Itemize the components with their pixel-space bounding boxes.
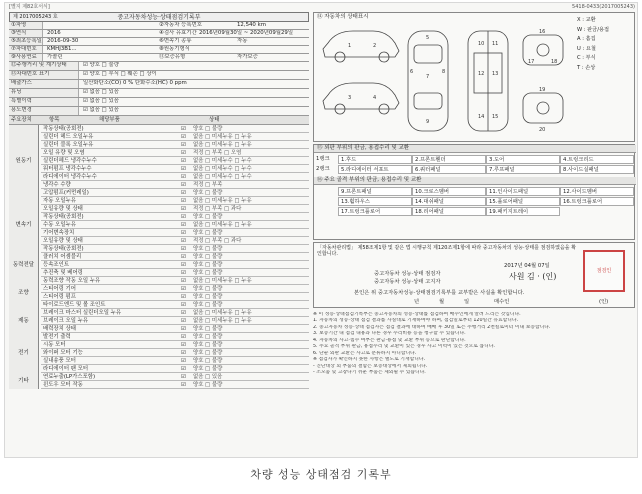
item-status: 없음 □ 미세누수 □ 누수 bbox=[193, 174, 252, 180]
item-name: 와이퍼 모터 기능 bbox=[43, 350, 83, 356]
item-name: 오일 유량 및 오염 bbox=[43, 150, 85, 156]
item-name: 동력조향 작동 오일 누유 bbox=[43, 278, 101, 284]
item-status: 없음 □ 미세누유 □ 누유 bbox=[193, 318, 252, 324]
info-row: ⑤최초등록일 2016-09-30 ⑥변속기 종류 자동 bbox=[9, 38, 309, 46]
inspection-item bbox=[41, 245, 309, 253]
inspection-item bbox=[41, 133, 309, 141]
status-row: 배출가스 일산화탄소(CO) 0 % 탄화수소(HC) 0 ppm bbox=[9, 80, 309, 89]
diagram-title: ⑭ 자동차의 상태표시 bbox=[317, 14, 369, 20]
item-name: 작동상태(공회전) bbox=[43, 214, 84, 220]
info-row: ①차명 ②자동차 등록번호 12,540 km bbox=[9, 22, 309, 30]
check-icon: ☑ bbox=[181, 238, 186, 244]
item-status: 적정 □ 부족 bbox=[193, 182, 223, 188]
car-diagram-icon bbox=[318, 23, 573, 141]
inspection-item bbox=[41, 125, 309, 133]
item-status: 양호 □ 불량 bbox=[193, 334, 223, 340]
main-table-header: 주요장치 항목 해당부품 상태 bbox=[9, 116, 309, 125]
inspection-item bbox=[41, 157, 309, 165]
form-header bbox=[9, 4, 635, 12]
inspection-item bbox=[41, 149, 309, 157]
item-status: 적정 □ 부족 □ 과다 bbox=[193, 206, 242, 212]
part-number: 20 bbox=[539, 127, 546, 133]
part-number: 4 bbox=[373, 95, 377, 101]
item-name: 오일유량 및 상태 bbox=[43, 238, 83, 244]
part-number: 2 bbox=[373, 43, 377, 49]
item-name: 브레이크 오일 누유 bbox=[43, 318, 89, 324]
item-name: 실내송풍 모터 bbox=[43, 358, 76, 364]
check-icon: ☑ bbox=[181, 214, 186, 220]
check-icon: ☑ bbox=[181, 318, 186, 324]
parts-box: ⑮ 외판 부위의 판금, 용접수리 및 교환 1랭크 1.후드 2.프론트휀더 3.도어 4.트렁크리드 2랭크 5.라디에이터 서포트 6.쿼터패널 7.루프패널 8.사이드실패널 ⑯ 주요 골격 부위의 판금, 용접수리 및 교환 9.프론트패널 10.크로스멤버 11.인사이드패널 12.사이드멤버 13.휠하우스 14.대쉬패널 15.플로어패널 16.트렁크플로어 17.트렁크플로어 18.리어패널 19.패키지트레이 bbox=[313, 144, 635, 240]
form-title: 중고자동차성능·상태점검기록부 bbox=[117, 14, 201, 21]
part-number: 15 bbox=[492, 114, 499, 120]
item-name: 고압펌프(커먼레일) bbox=[43, 190, 89, 196]
right-column bbox=[313, 12, 635, 456]
status-row: 튜닝 ☑ 없음 □ 있음 bbox=[9, 89, 309, 98]
item-status: 양호 □ 불량 bbox=[193, 286, 223, 292]
check-icon: ☑ bbox=[181, 374, 186, 380]
info-row: ⑦차대번호 KMHJ3B1... ⑧원동기형식 bbox=[9, 46, 309, 54]
check-icon: ☑ bbox=[181, 158, 186, 164]
form-code: 5418-0433(2017005243) bbox=[572, 4, 635, 10]
inspection-item bbox=[41, 165, 309, 173]
inspection-item bbox=[41, 349, 309, 357]
section-label: 제동 bbox=[9, 309, 39, 333]
status-row: 용도변경 ☑ 없음 □ 있음 bbox=[9, 107, 309, 116]
inspection-item bbox=[41, 189, 309, 197]
check-icon: ☑ bbox=[181, 126, 186, 132]
item-name: 클러치 어셈블리 bbox=[43, 254, 82, 260]
inspection-item bbox=[41, 309, 309, 317]
item-status: 없음 □ 미세누유 □ 누유 bbox=[193, 198, 252, 204]
image-caption: 차량 성능 상태점검 기록부 bbox=[250, 468, 392, 481]
item-status: 양호 □ 불량 bbox=[193, 342, 223, 348]
check-icon: ☑ bbox=[181, 302, 186, 308]
item-name: 라디에이터 냉각수누수 bbox=[43, 174, 97, 180]
item-name: 실린더 블록 오일누유 bbox=[43, 142, 94, 148]
item-status: 양호 □ 불량 bbox=[193, 126, 223, 132]
signature-box: 「자동차관리법」 제58조제1항 및 같은 법 시행규칙 제120조제1항에 따라 중고자동차의 성능·상태를 점검하였음을 확인합니다. 2017년 04월 07일 중고자동차 성능·상태 점검자 중고자동차 성능·상태 고지자 사원 김 · (인) 본인은 위 중고자동차성능·상태점검기록부를 교부받은 사실을 확인합니다. 년 월 일 매수인 (인) bbox=[313, 242, 635, 308]
inspection-record-scan bbox=[4, 2, 638, 458]
part-number: 11 bbox=[492, 41, 499, 47]
inspection-item bbox=[41, 253, 309, 261]
section-label: 원동기 bbox=[9, 125, 39, 197]
item-status: 적정 □ 부족 □ 오염 bbox=[193, 150, 242, 156]
item-status: 없음 □ 미세누유 □ 누유 bbox=[193, 134, 252, 140]
check-icon: ☑ bbox=[181, 174, 186, 180]
part-number: 5 bbox=[426, 35, 430, 41]
section-label: 동력전달 bbox=[9, 253, 39, 277]
signer-name: 사원 김 · (인) bbox=[509, 272, 557, 281]
car-diagram-box bbox=[313, 12, 635, 142]
part-number: 18 bbox=[551, 59, 558, 65]
status-row: ⑬차대번호 표기 ☑ 양호 □ 부식 □ 훼손 □ 상이 bbox=[9, 71, 309, 80]
item-name: 시동 모터 bbox=[43, 342, 66, 348]
check-icon: ☑ bbox=[181, 150, 186, 156]
inspection-item bbox=[41, 373, 309, 381]
part-number: 1 bbox=[348, 43, 352, 49]
inspection-item bbox=[41, 357, 309, 365]
section-label: 기타 bbox=[9, 373, 39, 389]
check-icon: ☑ bbox=[181, 190, 186, 196]
part-number: 8 bbox=[442, 69, 446, 75]
info-row: ⑨사용연료 가솔린 ⑪보증유형 자가보증 bbox=[9, 54, 309, 62]
item-status: 양호 □ 불량 bbox=[193, 358, 223, 364]
part-number: 10 bbox=[478, 41, 485, 47]
inspection-item bbox=[41, 325, 309, 333]
inspection-item bbox=[41, 261, 309, 269]
part-number: 12 bbox=[478, 71, 485, 77]
inspection-sections bbox=[9, 125, 309, 456]
item-name: 실린더헤드 냉각수누수 bbox=[43, 158, 97, 164]
left-column bbox=[9, 22, 309, 456]
section-label: 조향 bbox=[9, 277, 39, 309]
check-icon: ☑ bbox=[181, 230, 186, 236]
item-status: 양호 □ 불량 bbox=[193, 350, 223, 356]
inspection-item bbox=[41, 301, 309, 309]
part-number: 7 bbox=[426, 74, 430, 80]
part-number: 14 bbox=[478, 114, 485, 120]
item-status: 없음 □ 미세누수 □ 누수 bbox=[193, 166, 252, 172]
item-name: 수동 오일누유 bbox=[43, 222, 76, 228]
inspection-item bbox=[41, 213, 309, 221]
status-row: ⑫주행거리 및 계기상태 ☑ 양호 □ 불량 bbox=[9, 62, 309, 71]
item-name: 실린더 헤드 오일누유 bbox=[43, 134, 94, 140]
item-status: 없음 □ 미세누유 □ 누유 bbox=[193, 278, 252, 284]
part-number: 13 bbox=[492, 71, 499, 77]
part-number: 9 bbox=[426, 119, 430, 125]
check-icon: ☑ bbox=[181, 270, 186, 276]
item-name: 오일유량 및 상태 bbox=[43, 206, 83, 212]
item-status: 없음 □ 있음 bbox=[193, 374, 223, 380]
status-row: 특별이력 ☑ 없음 □ 있음 bbox=[9, 98, 309, 107]
check-icon: ☑ bbox=[181, 134, 186, 140]
check-icon: ☑ bbox=[181, 246, 186, 252]
part-number: 6 bbox=[410, 69, 414, 75]
check-icon: ☑ bbox=[181, 326, 186, 332]
inspection-item bbox=[41, 269, 309, 277]
item-status: 없음 □ 미세누수 □ 누수 bbox=[193, 158, 252, 164]
inspection-item bbox=[41, 221, 309, 229]
item-name: 작동상태(공회전) bbox=[43, 246, 84, 252]
form-title-bar bbox=[9, 12, 309, 22]
inspection-item bbox=[41, 333, 309, 341]
inspection-item bbox=[41, 365, 309, 373]
item-status: 없음 □ 미세누유 □ 누유 bbox=[193, 222, 252, 228]
info-row: ③연식 2016 ④검사 유효기간 2016년09월30일 ~ 2020년09월29일 bbox=[9, 30, 309, 38]
item-name: 자동 오일누유 bbox=[43, 198, 76, 204]
item-status: 양호 □ 불량 bbox=[193, 190, 223, 196]
check-icon: ☑ bbox=[181, 334, 186, 340]
item-status: 적정 □ 부족 □ 과다 bbox=[193, 238, 242, 244]
item-name: 스티어링 기어 bbox=[43, 286, 76, 292]
record-number: 제 2017005243 호 bbox=[13, 14, 58, 20]
official-stamp: 점검인 bbox=[583, 250, 625, 292]
check-icon: ☑ bbox=[181, 142, 186, 148]
check-icon: ☑ bbox=[181, 310, 186, 316]
section-label: 변속기 bbox=[9, 197, 39, 253]
inspection-item bbox=[41, 317, 309, 325]
inspection-item bbox=[41, 341, 309, 349]
inspection-item bbox=[41, 285, 309, 293]
part-number: 19 bbox=[539, 87, 546, 93]
inspection-item bbox=[41, 381, 309, 389]
section-label: 전기 bbox=[9, 333, 39, 373]
item-name: 배력장치 상태 bbox=[43, 326, 76, 332]
check-icon: ☑ bbox=[181, 382, 186, 388]
item-name: 브레이크 마스터 실린더오일 누유 bbox=[43, 310, 122, 316]
check-icon: ☑ bbox=[181, 350, 186, 356]
inspection-item bbox=[41, 181, 309, 189]
check-icon: ☑ bbox=[181, 166, 186, 172]
item-name: 기어변속장치 bbox=[43, 230, 75, 236]
inspection-item bbox=[41, 277, 309, 285]
frame-head: ⑯ 주요 골격 부위의 판금, 용접수리 및 교환 bbox=[314, 177, 636, 185]
inspection-item bbox=[41, 173, 309, 181]
check-icon: ☑ bbox=[181, 198, 186, 204]
item-status: 양호 □ 불량 bbox=[193, 262, 223, 268]
item-name: 타이로드엔드 및 볼 조인트 bbox=[43, 302, 106, 308]
item-status: 양호 □ 불량 bbox=[193, 382, 223, 388]
item-name: 워터펌프 냉각수누수 bbox=[43, 166, 92, 172]
part-number: 17 bbox=[528, 59, 535, 65]
check-icon: ☑ bbox=[181, 254, 186, 260]
item-status: 양호 □ 불량 bbox=[193, 214, 223, 220]
check-icon: ☑ bbox=[181, 182, 186, 188]
check-icon: ☑ bbox=[181, 358, 186, 364]
item-status: 양호 □ 불량 bbox=[193, 302, 223, 308]
item-status: 없음 □ 미세누유 □ 누유 bbox=[193, 310, 252, 316]
item-status: 양호 □ 불량 bbox=[193, 326, 223, 332]
form-number-label: [별지 제82호서식] bbox=[9, 4, 50, 10]
part-number: 3 bbox=[348, 95, 352, 101]
item-name: 작동상태(공회전) bbox=[43, 126, 84, 132]
inspection-item bbox=[41, 229, 309, 237]
item-status: 양호 □ 불량 bbox=[193, 230, 223, 236]
check-icon: ☑ bbox=[181, 206, 186, 212]
check-icon: ☑ bbox=[181, 294, 186, 300]
signature-statement: 「자동차관리법」 제58조제1항 및 같은 법 시행규칙 제120조제1항에 따라 중고자동차의 성능·상태를 점검하였음을 확인합니다. bbox=[317, 245, 577, 258]
part-number: 16 bbox=[539, 29, 546, 35]
check-icon: ☑ bbox=[181, 286, 186, 292]
check-icon: ☑ bbox=[181, 262, 186, 268]
notes-section: ※ 이 성능·상태점검기록부는 중고자동차의 성능·상태를 점검하여 매수인에게 알려 드리는 것입니다. 1. 자동차의 성능·상태 점검 결과를 사실대로 기재하여야 하며, 점검일로부터 120일간 유효합니다. 2. 중고자동차 성능·상태 점검자는 점검 결과에 대하여 매매 후 30일 또는 주행거리 2천킬로미터 이내 보증합니다. 3. 보증기간 내 점검 내용과 다른 경우 수리비용 등을 청구할 수 있습니다. 4. 자동차의 사고·침수 여부는 판금·용접 및 교환 부위 등으로 판단합니다. 5. 주요 골격 부위 판금, 용접수리 및 교환이 있는 경우 사고 이력이 있는 것으로 봅니다. 6. 단순 외판 교환은 사고로 분류하지 아니합니다. ※ 점검자가 확인하지 못한 사항은 별도로 기재합니다. - 진단대상 외 부품의 결함은 보증대상에서 제외됩니다. - 소모품 및 고장나기 쉬운 부품은 제외될 수 있습니다. bbox=[313, 312, 551, 376]
item-name: 추진축 및 베어링 bbox=[43, 270, 83, 276]
outer-panel-head: ⑮ 외판 부위의 판금, 용접수리 및 교환 bbox=[314, 145, 636, 153]
inspection-item bbox=[41, 237, 309, 245]
item-name: 윈도우 모터 작동 bbox=[43, 382, 83, 388]
inspection-item bbox=[41, 293, 309, 301]
item-status: 양호 □ 불량 bbox=[193, 254, 223, 260]
check-icon: ☑ bbox=[181, 222, 186, 228]
item-name: 발전기 출력 bbox=[43, 334, 71, 340]
check-icon: ☑ bbox=[181, 278, 186, 284]
item-name: 등속조인트 bbox=[43, 262, 70, 268]
check-icon: ☑ bbox=[181, 342, 186, 348]
item-name: 냉각수 수량 bbox=[43, 182, 71, 188]
item-name: 스티어링 펌프 bbox=[43, 294, 76, 300]
signature-date: 2017년 04월 07일 bbox=[504, 263, 550, 269]
item-name: 라디에이터 팬 모터 bbox=[43, 366, 89, 372]
damage-legend: X : 교환 W : 판금/용접 A : 흠집 U : 요철 C : 부식 T : 손상 bbox=[577, 17, 609, 71]
item-status: 양호 □ 불량 bbox=[193, 246, 223, 252]
inspection-item bbox=[41, 205, 309, 213]
item-status: 없음 □ 미세누유 □ 누유 bbox=[193, 142, 252, 148]
check-icon: ☑ bbox=[181, 366, 186, 372]
inspection-item bbox=[41, 197, 309, 205]
item-status: 양호 □ 불량 bbox=[193, 366, 223, 372]
inspection-item bbox=[41, 141, 309, 149]
item-name: 연료누출(LP가스포함) bbox=[43, 374, 96, 380]
item-status: 양호 □ 불량 bbox=[193, 270, 223, 276]
item-status: 양호 □ 불량 bbox=[193, 294, 223, 300]
